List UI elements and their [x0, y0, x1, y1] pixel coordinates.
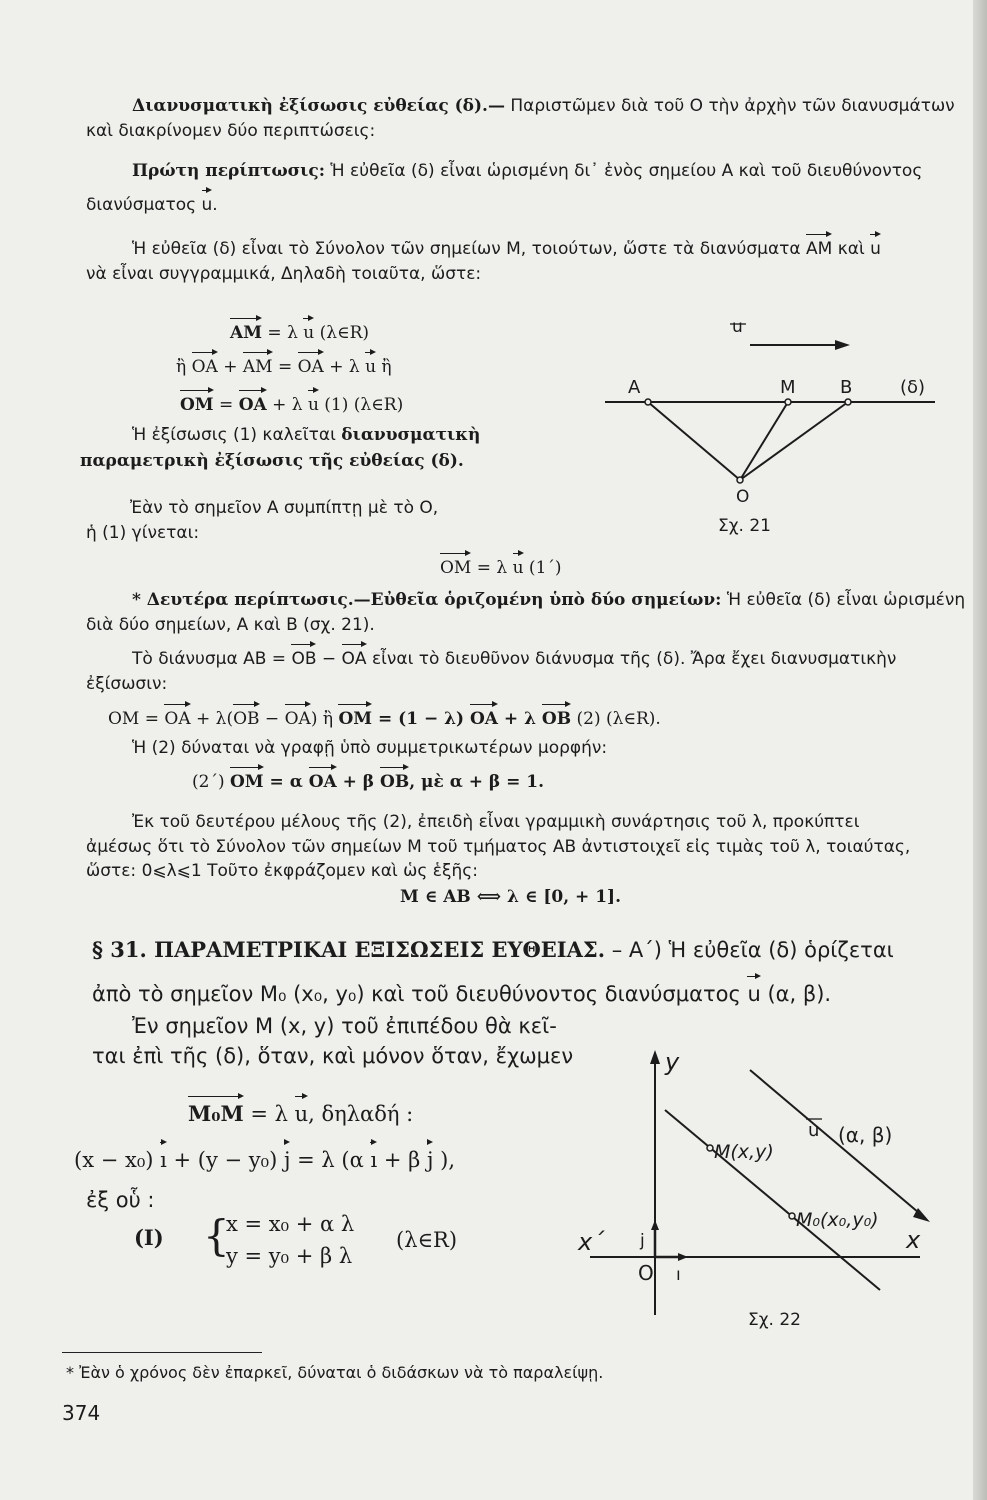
label-O: O [638, 1261, 654, 1285]
caption-fig21: Σχ. 21 [718, 516, 772, 536]
vector: ΟΑ [191, 357, 218, 377]
text: ἀπὸ τὸ σημεῖον Μ₀ (x₀, y₀) καὶ τοῦ διευθύνοντος διανύσματος [92, 982, 748, 1006]
label-M0: M₀(x₀,y₀) [796, 1209, 879, 1231]
text: Ἡ εὐθεῖα (δ) εἶναι ὡρισμένη δι᾽ ἑνὸς σημείου Α καὶ τοῦ διευθύνοντος [325, 161, 923, 181]
heading-vector-equation: Διανυσματικὴ ἐξίσωσις εὐθείας (δ).— [132, 96, 505, 116]
vector: ΟΑ [284, 709, 311, 729]
segment-OA [648, 402, 740, 480]
text: ΟΜ = [108, 709, 165, 729]
system-brace: { [203, 1211, 230, 1260]
equation-1 [180, 394, 403, 416]
vector: ΟΒ [541, 709, 572, 729]
text: Τὸ διάνυσμα ΑΒ = [132, 649, 292, 669]
vector: ΑΜ [230, 323, 263, 343]
label-alpha-beta: (α, β) [838, 1123, 893, 1147]
text: = λ [243, 1102, 295, 1126]
page-number: 374 [62, 1401, 101, 1425]
equation-2-prime [192, 771, 544, 793]
vector: u [307, 395, 319, 415]
vector: ΟΜ [180, 395, 214, 415]
vector-u: u [747, 982, 761, 1006]
text: (λ∈R) [314, 323, 370, 343]
vector: u [303, 323, 315, 343]
label-O: O [736, 487, 750, 507]
figure-22 [570, 1050, 950, 1340]
text: = [272, 357, 298, 377]
text: , δηλαδή : [308, 1102, 414, 1126]
paragraph4-line1: Ἐὰν τὸ σημεῖον Α συμπίπτῃ μὲ τὸ Ο, [130, 498, 439, 518]
text: = λ [262, 323, 304, 343]
text: Ἡ εὐθεῖα (δ) εἶναι τὸ Σύνολον τῶν σημείων Μ, τοιούτων, ὥστε τὰ διανύσματα [132, 239, 807, 259]
vector: u [365, 357, 377, 377]
vector: ΟΑ [341, 649, 367, 669]
paragraph2-line1 [132, 238, 881, 260]
equation-segment: Μ ∈ ΑΒ ⟺ λ ∈ [0, + 1]. [400, 887, 622, 907]
label-A: A [628, 377, 641, 398]
text: = λ (α [290, 1148, 371, 1172]
text: = (1 − λ) [372, 709, 470, 729]
text: − [259, 709, 285, 729]
text: Παριστῶμεν διὰ τοῦ Ο τὴν ἀρχὴν τῶν διανυσμάτων [504, 96, 955, 116]
label-M: M [780, 377, 796, 398]
equation-oa-am [176, 356, 392, 378]
case2-line2: διὰ δύο σημείων, Α καὶ Β (σχ. 21). [86, 615, 375, 635]
text: (1΄) [523, 558, 562, 578]
text: + λ [266, 395, 308, 415]
system-y: y = y₀ + β λ [226, 1244, 353, 1268]
text: ἢ [376, 357, 392, 377]
paragraph3-line1 [132, 424, 480, 446]
vector: ΟΜ [440, 558, 472, 578]
vector: ı [160, 1148, 167, 1172]
vector: ΟΑ [164, 709, 191, 729]
arrow-head-icon [650, 1050, 660, 1064]
text: (α, β). [760, 982, 832, 1006]
section-31-line2 [92, 980, 831, 1008]
vector: j [283, 1148, 291, 1172]
text: Ἡ εὐθεῖα (δ) εἶναι ὡρισμένη [721, 590, 966, 610]
equation-1-prime [440, 557, 562, 579]
paragraph-intro-line1 [132, 95, 955, 117]
paragraph5-line2: ἐξίσωσιν: [86, 674, 168, 694]
vector: ı [370, 1148, 378, 1172]
equation-am [230, 322, 369, 344]
case1-line1 [132, 160, 922, 182]
paragraph7-line3: ὥστε: 0⩽λ⩽1 Τοῦτο ἐκφράζομεν καὶ ὡς ἑξῆς: [86, 861, 478, 881]
text: + [217, 357, 243, 377]
vector: ΟΜ [229, 772, 264, 792]
figure-21 [600, 310, 945, 550]
text: (2) (λ∈R). [571, 709, 661, 729]
paragraph2-line2: νὰ εἶναι συγγραμμικά, Δηλαδὴ τοιαῦτα, ὥστε: [86, 264, 482, 284]
hence-label: ἐξ οὗ : [86, 1188, 155, 1212]
equation-2 [108, 708, 661, 730]
vector: ΑΜ [242, 357, 273, 377]
vector: ΟΑ [308, 772, 337, 792]
vector: Μ₀Μ [188, 1101, 244, 1126]
vector: ΟΑ [238, 395, 267, 415]
vector-AM: ΑΜ [806, 239, 833, 259]
case2-line1 [132, 589, 965, 611]
text: (x − x₀) [74, 1148, 161, 1172]
label-delta: (δ) [900, 377, 926, 398]
text: – Α΄) Ἡ εὐθεῖα (δ) ὁρίζεται [605, 938, 894, 962]
vector: u [512, 558, 524, 578]
vector: ΟΑ [297, 357, 324, 377]
vector: ΟΜ [338, 709, 373, 729]
text: + (y − y₀) [166, 1148, 284, 1172]
footnote: * Ἐὰν ὁ χρόνος δὲν ἐπαρκεῖ, δύναται ὁ διδάσκων νὰ τὸ παραλείψῃ. [66, 1363, 604, 1382]
section-31-title [92, 936, 894, 964]
text: + β [377, 1148, 427, 1172]
heading-first-case: Πρώτη περίπτωσις: [132, 161, 326, 181]
text: ) ἢ [310, 709, 339, 729]
vector: u [294, 1102, 309, 1126]
text: ), [433, 1148, 455, 1172]
text: εἶναι τὸ διευθῦνον διάνυσμα τῆς (δ). Ἄρα ἔχει διανυσματικὴν [366, 649, 897, 669]
label-y: y [665, 1050, 680, 1076]
section-31-line4: ται ἐπὶ τῆς (δ), ὅταν, καὶ μόνον ὅταν, ἔχωμεν [92, 1044, 574, 1068]
system-x: x = x₀ + α λ [226, 1212, 355, 1236]
vector-u: u [201, 195, 213, 215]
case1-line2 [86, 194, 218, 216]
vector: j [426, 1148, 434, 1172]
footnote-rule [62, 1352, 262, 1353]
text: + λ [498, 709, 542, 729]
label-x-prime: x΄ [578, 1228, 605, 1256]
section-heading: § 31. ΠΑΡΑΜΕΤΡΙΚΑΙ ΕΞΙΣΩΣΕΙΣ ΕΥΘΕΙΑΣ. [92, 937, 606, 962]
vector: ΟΒ [291, 649, 317, 669]
text: = α [263, 772, 309, 792]
vector: ΟΑ [470, 709, 498, 729]
label-j: j [640, 1231, 645, 1251]
paragraph4-line2: ἡ (1) γίνεται: [86, 523, 200, 543]
label-u: u [808, 1120, 820, 1141]
text: (2΄) [192, 772, 230, 792]
text: (1) (λ∈R) [318, 395, 404, 415]
text: = λ [471, 558, 513, 578]
paragraph5-line1 [132, 648, 896, 670]
vector: ΟΒ [380, 772, 410, 792]
text: − [316, 649, 342, 669]
text: + β [336, 772, 381, 792]
equation-m0m [188, 1100, 413, 1128]
label-B: B [840, 377, 853, 398]
text: διανυσματικὴ [341, 425, 481, 445]
text: καὶ [832, 239, 871, 259]
vector: ΟΒ [233, 709, 260, 729]
text: + λ( [190, 709, 234, 729]
label-x: x [906, 1226, 921, 1254]
heading-second-case: * Δευτέρα περίπτωσις.—Εὐθεῖα ὁριζομένη ὑπὸ δύο σημείων: [132, 590, 722, 610]
text: ἢ [176, 357, 192, 377]
paragraph7-line2: ἀμέσως ὅτι τὸ Σύνολον τῶν σημείων Μ τοῦ τμήματος ΑΒ ἀντιστοιχεῖ εἰς τιμὰς τοῦ λ, τοιαύτας, [86, 837, 911, 857]
arrow-head-icon [835, 340, 850, 350]
segment-OB [740, 402, 848, 480]
text: Ἡ ἐξίσωσις (1) καλεῖται [132, 425, 342, 445]
text: , μὲ α + β = 1. [409, 772, 545, 792]
paragraph3-line2: παραμετρικὴ ἐξίσωσις τῆς εὐθείας (δ). [80, 451, 464, 471]
text: + λ [323, 357, 366, 377]
text: διανύσματος [86, 195, 197, 215]
label-u: u [732, 317, 743, 337]
text: . [212, 195, 218, 215]
vector-u: u [870, 239, 881, 259]
text: = [213, 395, 239, 415]
section-31-line3: Ἐν σημεῖον Μ (x, y) τοῦ ἐπιπέδου θὰ κεῖ- [132, 1014, 557, 1038]
system-condition: (λ∈R) [396, 1228, 458, 1252]
page-edge [973, 0, 987, 1500]
paragraph-intro-line2: καὶ διακρίνομεν δύο περιπτώσεις: [86, 121, 376, 141]
segment-OM [740, 402, 788, 480]
label-M: M(x,y) [714, 1141, 774, 1163]
paragraph6-line1: Ἡ (2) δύναται νὰ γραφῇ ὑπὸ συμμετρικωτέρων μορφήν: [132, 738, 608, 758]
label-i: ı [676, 1265, 681, 1285]
equation-components [74, 1146, 455, 1174]
paragraph7-line1: Ἐκ τοῦ δευτέρου μέλους τῆς (2), ἐπειδὴ εἶναι γραμμικὴ συνάρτησις τοῦ λ, προκύπτει [132, 812, 860, 832]
caption-fig22: Σχ. 22 [748, 1310, 802, 1330]
system-label: (I) [134, 1225, 164, 1250]
